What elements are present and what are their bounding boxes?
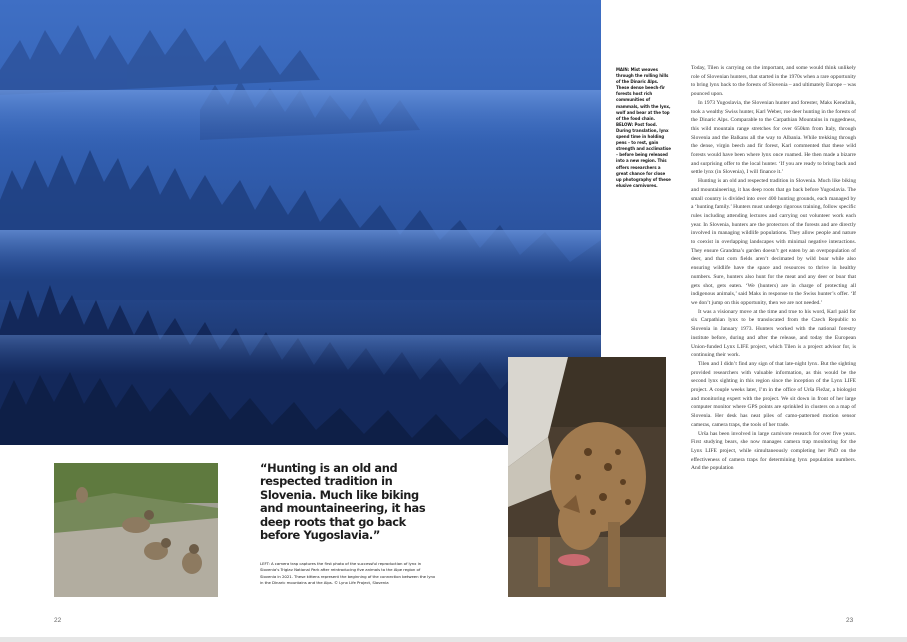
page-number-right: 23 bbox=[846, 617, 854, 624]
article-body bbox=[691, 64, 856, 473]
pull-quote: “Hunting is an old and respected tradition in Slovenia. Much like biking and mountaineering, it has deep roots that go back before Yugoslavia.” bbox=[260, 461, 426, 543]
paragraph: In 1973 Yugoslavia, the Slovenian hunter and forester, Maks Kenežnik, took a wealthy Swiss hunter, Karl Weber, roe deer hunting in the forests of the Dinaric Alps. Comparable to the Carpathian Mountains in ruggedness, this wild mountain range stretches for over 650km from Italy, through Slovenia and the Balkans all the way to Albania. While trekking through the dense, virgin beech and fir forest, Karl commented that these wild forests would have been where lynx once roamed. He then made a bizarre and surprising offer to the local hunter. ‘If you are ready to bring back and settle lynx (in Slovenia), I will finance it.’ bbox=[691, 99, 856, 176]
paragraph: It was a visionary move at the time and true to his word, Karl paid for six Carpathian lynx to be translocated from the Czech Republic to Slovenia in January 1973. Hunters worked with the national forestry institute before, during and after the release, and today the European Union-funded Lynx LIFE project, which Tilen is a project advisor for, is continuing their work. bbox=[691, 308, 856, 359]
lynx-kittens-photo bbox=[54, 463, 218, 597]
bottom-strip bbox=[0, 637, 907, 642]
paragraph: Hunting is an old and respected tradition in Slovenia. Much like biking and mountaineering, it has deep roots that go back before Yugoslavia. The small country is divided into over 400 hunting grounds, each managed by a ‘hunting family.’ Hunters must undergo rigorous training, follow specific rules including attending lectures and carrying out volunteer work each year. In Slovenia, hunters are the protectors of the forests and are directly involved in managing wildlife populations. They allow people and nature to coexist in overlapping landscapes with minimal negative interactions. They ensure Grandma’s garden doesn’t get eaten by an overpopulation of deer, and that corn fields aren’t decimated by wild boar while also ensuring wildlife have the space and resources to thrive in healthy numbers. Sure, hunters also hunt for the meat and any deer or boar that gets shot, gets eaten. ‘We (hunters) are in charge of protecting all indigenous animals,’ said Maks in response to the Swiss hunter’s offer. ‘If we don’t jump on this opportunity, then we are not needed.’ bbox=[691, 178, 856, 306]
page-number-left: 22 bbox=[54, 617, 62, 624]
lynx-feeding-photo bbox=[508, 357, 666, 597]
paragraph: Today, Tilen is carrying on the important, and some would think unlikely role of Slovenian hunters, that started in the 1970s when a rare opportunity to bring lynx back to the forests of Slovenia – and ultimately Europe – was pounced upon. bbox=[691, 65, 856, 98]
paragraph: Tilen and I didn’t find any sign of that late-night lynx. But the sighting provided researchers with valuable information, as this would be the second lynx sighting in this region since the inception of the Lynx LIFE project. A couple weeks later, I’m in the office of Urša Fležar, a biologist and monitoring expert with the project. We sit down in front of her large computer monitor where GPS points are sprinkled in clusters on a map of Slovenia. Her desk has neat piles of camo-patterned motion sensor cameras, camera traps, the tools of her trade. bbox=[691, 360, 856, 428]
main-photo-caption: MAIN: Mist weaves through the rolling hills of the Dinaric Alps. These dense beech-fir forests host rich communities of mammals, with the lynx, wolf and bear at the top of the food chain. BELOW: Post food. During translation, lynx spend time in holding pens – to rest, gain strength and acclimatise – before being released into a new region. This offers researchers a great chance for close up photography of these elusive carnivores. bbox=[616, 67, 671, 188]
paragraph: Urša has been involved in large carnivore research for over five years. First studying bears, she now manages camera trap monitoring for the Lynx LIFE project, while simultaneously completing her PhD on the effectiveness of camera traps for determining lynx population numbers. And the population bbox=[691, 430, 856, 472]
left-photo-caption: LEFT: A camera trap captures the first photo of the successful reproduction of lynx in Slovenia’s Triglav National Park after reintroducing five animals to the Alpe region of Slovenia in 2021. These kittens represent the beginning of the connection between the lynx in the Dinaric mountains and the Alps. © Lynx Life Project, Slovenia bbox=[260, 561, 436, 586]
